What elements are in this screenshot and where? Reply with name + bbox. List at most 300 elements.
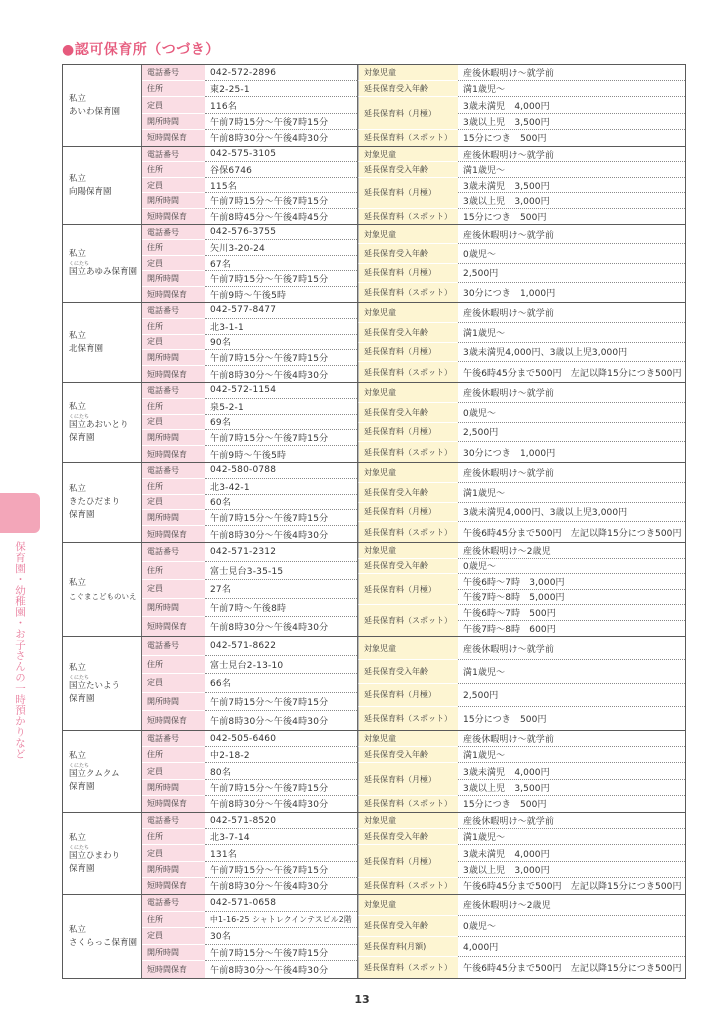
opening-hours-label: 開所時間 xyxy=(142,193,205,208)
opening-hours-value: 午前7時15分〜午後7時15分 xyxy=(205,193,357,208)
extended-care-spot-fee-value: 15分につき 500円 xyxy=(463,134,547,145)
extended-care-monthly-fee-row xyxy=(358,937,685,958)
extended-care-spot-fee-value: 午後6時45分まで500円 左記以降15分につき500円 xyxy=(463,528,682,539)
target-children-values xyxy=(458,65,685,81)
opening-hours-value: 午前7時15分〜午後7時15分 xyxy=(205,510,357,526)
capacity-value: 131名 xyxy=(205,845,357,861)
target-children-row xyxy=(358,813,685,829)
nursery-name-cell xyxy=(63,813,142,894)
capacity-label: 定員 xyxy=(142,415,205,431)
address-value: 東2-25-1 xyxy=(205,81,357,97)
phone-number-label: 電話番号 xyxy=(142,225,205,240)
extended-care-block xyxy=(358,383,685,462)
nursery-entry xyxy=(63,543,685,637)
extended-care-spot-fee-label: 延長保育料（スポット） xyxy=(358,796,458,812)
address-label: 住所 xyxy=(142,562,205,581)
ownership-type: 私立 xyxy=(69,662,87,673)
address-value: 北3-1-1 xyxy=(205,319,357,335)
address-row xyxy=(142,399,357,415)
section-title: ●認可保育所（つづき） xyxy=(62,42,220,58)
capacity-label: 定員 xyxy=(142,763,205,779)
extended-care-monthly-fee-label: 延長保育料（月極） xyxy=(358,845,458,877)
extended-care-monthly-fee-values xyxy=(458,423,685,443)
basic-info-block xyxy=(142,813,358,894)
extended-care-age-row xyxy=(358,559,685,575)
capacity-row xyxy=(142,256,357,271)
short-time-care-hours-row xyxy=(142,878,357,894)
extended-care-age-label: 延長保育受入年齢 xyxy=(358,747,458,763)
target-children-row xyxy=(358,637,685,660)
phone-number-value: 042-575-3105 xyxy=(205,147,357,162)
basic-info-block xyxy=(142,303,358,382)
extended-care-monthly-fee-values xyxy=(458,763,685,795)
extended-care-spot-fee-values xyxy=(458,522,685,542)
opening-hours-row xyxy=(142,271,357,286)
capacity-value: 60名 xyxy=(205,495,357,511)
nursery-name: 国立あおいとり xyxy=(69,419,129,430)
phone-number-value: 042-571-2312 xyxy=(205,543,357,562)
opening-hours-label: 開所時間 xyxy=(142,945,205,962)
opening-hours-value: 午前7時15分〜午後7時15分 xyxy=(205,862,357,878)
extended-care-age-value: 満1歳児〜 xyxy=(463,328,506,339)
extended-care-spot-fee-label: 延長保育料（スポット） xyxy=(358,209,458,224)
target-children-label: 対象児童 xyxy=(358,731,458,747)
extended-care-age-label: 延長保育受入年齢 xyxy=(358,916,458,937)
name-furigana: くにたち xyxy=(69,844,90,851)
capacity-value: 67名 xyxy=(205,256,357,271)
target-children-value: 産後休暇明け〜2歳児 xyxy=(463,901,551,912)
short-time-care-hours-value: 午前8時30分〜午後4時30分 xyxy=(210,882,329,893)
short-time-care-hours-row xyxy=(142,796,357,812)
opening-hours-value: 午前7時15分〜午後7時15分 xyxy=(205,350,357,366)
nursery-name-cell xyxy=(63,303,142,382)
target-children-values xyxy=(458,225,685,244)
name-furigana: くにたち xyxy=(69,413,90,420)
target-children-row xyxy=(358,895,685,916)
extended-care-spot-fee-row xyxy=(358,442,685,462)
phone-number-row xyxy=(142,637,357,656)
target-children-label: 対象児童 xyxy=(358,225,458,244)
extended-care-spot-fee-row xyxy=(358,283,685,302)
extended-care-monthly-fee-row xyxy=(358,763,685,795)
extended-care-age-row xyxy=(358,747,685,763)
extended-care-spot-fee-values xyxy=(458,283,685,302)
extended-care-spot-fee-row xyxy=(358,362,685,382)
target-children-label: 対象児童 xyxy=(358,383,458,403)
target-children-value: 産後休暇明け〜就学前 xyxy=(463,817,555,828)
extended-care-age-label: 延長保育受入年齢 xyxy=(358,483,458,503)
name-furigana: くにたち xyxy=(69,674,90,681)
extended-care-spot-fee-values xyxy=(458,209,685,224)
phone-number-label: 電話番号 xyxy=(142,65,205,81)
short-time-care-hours-label: 短時間保育 xyxy=(142,209,205,224)
ownership-type: 私立 xyxy=(69,924,87,935)
target-children-value: 産後休暇明け〜就学前 xyxy=(463,468,555,479)
extended-care-spot-fee-value: 15分につき 500円 xyxy=(463,212,547,223)
nursery-name: 保育園 xyxy=(69,432,95,443)
extended-care-spot-fee-values xyxy=(458,707,685,730)
phone-number-value: 042-505-6460 xyxy=(205,731,357,747)
nursery-name: 国立ひまわり xyxy=(69,850,121,861)
capacity-row xyxy=(142,415,357,431)
extended-care-age-values xyxy=(458,81,685,97)
extended-care-spot-fee-values xyxy=(458,878,685,894)
short-time-care-hours-label: 短時間保育 xyxy=(142,617,205,636)
nursery-entry xyxy=(63,225,685,303)
nursery-name-cell xyxy=(63,731,142,812)
short-time-care-hours-label: 短時間保育 xyxy=(142,287,205,302)
short-time-care-hours-row xyxy=(142,617,357,636)
nursery-entry xyxy=(63,463,685,543)
address-value: 谷保6746 xyxy=(205,162,357,177)
opening-hours-row xyxy=(142,862,357,878)
capacity-value: 115名 xyxy=(205,178,357,193)
address-row xyxy=(142,562,357,581)
opening-hours-label: 開所時間 xyxy=(142,693,205,712)
extended-care-age-value: 満1歳児〜 xyxy=(463,751,506,762)
phone-number-row xyxy=(142,463,357,479)
short-time-care-hours-label: 短時間保育 xyxy=(142,796,205,812)
extended-care-spot-fee-value: 15分につき 500円 xyxy=(463,800,547,811)
short-time-care-hours-row xyxy=(142,287,357,302)
extended-care-age-value: 0歳児〜 xyxy=(463,249,497,260)
extended-care-monthly-fee-value: 3歳未満児 4,000円 xyxy=(458,845,685,861)
nursery-entry xyxy=(63,813,685,895)
ownership-type: 私立 xyxy=(69,577,87,588)
address-label: 住所 xyxy=(142,240,205,255)
extended-care-spot-fee-value: 30分につき 1,000円 xyxy=(463,448,556,459)
target-children-label: 対象児童 xyxy=(358,463,458,483)
extended-care-monthly-fee-value: 2,500円 xyxy=(463,269,499,280)
opening-hours-row xyxy=(142,599,357,618)
nursery-name-cell xyxy=(63,225,142,302)
extended-care-monthly-fee-row xyxy=(358,503,685,523)
extended-care-spot-fee-values xyxy=(458,362,685,382)
opening-hours-row xyxy=(142,114,357,130)
extended-care-monthly-fee-value: 3歳未満児4,000円、3歳以上児3,000円 xyxy=(463,348,628,359)
target-children-label: 対象児童 xyxy=(358,303,458,323)
nursery-name: 保育園 xyxy=(69,693,95,704)
nursery-name: 国立たいよう xyxy=(69,680,121,691)
extended-care-spot-fee-value: 午後6時〜7時 500円 xyxy=(458,605,685,621)
phone-number-label: 電話番号 xyxy=(142,731,205,747)
opening-hours-row xyxy=(142,350,357,366)
extended-care-spot-fee-value: 15分につき 500円 xyxy=(463,714,547,725)
opening-hours-row xyxy=(142,780,357,796)
capacity-row xyxy=(142,674,357,693)
extended-care-monthly-fee-row xyxy=(358,574,685,605)
short-time-care-hours-label: 短時間保育 xyxy=(142,446,205,462)
target-children-values xyxy=(458,543,685,559)
extended-care-spot-fee-row xyxy=(358,209,685,224)
target-children-values xyxy=(458,147,685,162)
extended-care-monthly-fee-row xyxy=(358,178,685,209)
extended-care-monthly-fee-label: 延長保育料（月極） xyxy=(358,684,458,707)
target-children-value: 産後休暇明け〜就学前 xyxy=(463,388,555,399)
nursery-entry xyxy=(63,383,685,463)
short-time-care-hours-value: 午前8時30分〜午後4時30分 xyxy=(210,800,329,811)
address-value: 矢川3-20-24 xyxy=(205,240,357,255)
extended-care-age-label: 延長保育受入年齢 xyxy=(358,403,458,423)
basic-info-block xyxy=(142,383,358,462)
capacity-label: 定員 xyxy=(142,674,205,693)
capacity-label: 定員 xyxy=(142,580,205,599)
capacity-value: 66名 xyxy=(205,674,357,693)
target-children-label: 対象児童 xyxy=(358,895,458,916)
phone-number-value: 042-577-8477 xyxy=(205,303,357,319)
extended-care-age-values xyxy=(458,323,685,343)
opening-hours-row xyxy=(142,193,357,208)
nursery-name: さくらっこ保育園 xyxy=(69,937,138,948)
nursery-name: 保育園 xyxy=(69,510,95,520)
short-time-care-hours-row xyxy=(142,711,357,730)
opening-hours-value: 午前7時〜午後8時 xyxy=(205,599,357,618)
extended-care-spot-fee-row xyxy=(358,957,685,978)
extended-care-age-values xyxy=(458,916,685,937)
extended-care-spot-fee-value: 午後7時〜8時 600円 xyxy=(463,625,556,635)
target-children-values xyxy=(458,463,685,483)
extended-care-spot-fee-label: 延長保育料（スポット） xyxy=(358,442,458,462)
short-time-care-hours-label: 短時間保育 xyxy=(142,878,205,894)
target-children-values xyxy=(458,813,685,829)
phone-number-row xyxy=(142,65,357,81)
extended-care-block xyxy=(358,637,685,730)
short-time-care-hours-label: 短時間保育 xyxy=(142,366,205,382)
short-time-care-hours-value: 午前8時30分〜午後4時30分 xyxy=(210,966,329,977)
nursery-entry xyxy=(63,895,685,979)
opening-hours-row xyxy=(142,510,357,526)
short-time-care-hours-value: 午前8時30分〜午後4時30分 xyxy=(210,717,329,728)
nursery-entry xyxy=(63,65,685,147)
target-children-values xyxy=(458,303,685,323)
target-children-values xyxy=(458,637,685,660)
opening-hours-label: 開所時間 xyxy=(142,350,205,366)
phone-number-label: 電話番号 xyxy=(142,637,205,656)
extended-care-spot-fee-row xyxy=(358,522,685,542)
extended-care-monthly-fee-value: 3歳以上児 3,500円 xyxy=(463,783,550,794)
address-label: 住所 xyxy=(142,656,205,675)
extended-care-monthly-fee-label: 延長保育料（月極） xyxy=(358,574,458,605)
opening-hours-label: 開所時間 xyxy=(142,114,205,130)
address-value: 中2-18-2 xyxy=(205,747,357,763)
target-children-value: 産後休暇明け〜就学前 xyxy=(463,69,555,80)
extended-care-monthly-fee-value: 4,000円 xyxy=(463,942,499,953)
address-label: 住所 xyxy=(142,162,205,177)
ownership-type: 私立 xyxy=(69,173,87,184)
nursery-name-cell xyxy=(63,147,142,224)
target-children-value: 産後休暇明け〜2歳児 xyxy=(463,546,551,557)
capacity-label: 定員 xyxy=(142,97,205,113)
extended-care-monthly-fee-value: 3歳未満児4,000円、3歳以上児3,000円 xyxy=(463,508,628,519)
target-children-row xyxy=(358,543,685,559)
extended-care-monthly-fee-value: 3歳以上児 3,000円 xyxy=(463,865,550,876)
extended-care-spot-fee-row xyxy=(358,796,685,812)
address-row xyxy=(142,829,357,845)
extended-care-monthly-fee-row xyxy=(358,684,685,707)
capacity-value: 27名 xyxy=(205,580,357,599)
capacity-label: 定員 xyxy=(142,495,205,511)
address-row xyxy=(142,912,357,929)
extended-care-block xyxy=(358,147,685,224)
extended-care-age-row xyxy=(358,660,685,683)
extended-care-age-values xyxy=(458,747,685,763)
basic-info-block xyxy=(142,463,358,542)
target-children-value: 産後休暇明け〜就学前 xyxy=(463,150,555,161)
target-children-value: 産後休暇明け〜就学前 xyxy=(463,230,555,241)
address-row xyxy=(142,479,357,495)
ownership-type: 私立 xyxy=(69,330,87,341)
extended-care-monthly-fee-row xyxy=(358,264,685,283)
extended-care-age-row xyxy=(358,829,685,845)
opening-hours-value: 午前7時15分〜午後7時15分 xyxy=(205,693,357,712)
extended-care-spot-fee-label: 延長保育料（スポット） xyxy=(358,878,458,894)
target-children-label: 対象児童 xyxy=(358,813,458,829)
opening-hours-label: 開所時間 xyxy=(142,430,205,446)
extended-care-age-value: 満1歳児〜 xyxy=(463,833,506,844)
nursery-entry xyxy=(63,147,685,225)
extended-care-monthly-fee-values xyxy=(458,178,685,209)
target-children-row xyxy=(358,303,685,323)
extended-care-spot-fee-value: 午後6時45分まで500円 左記以降15分につき500円 xyxy=(463,882,682,893)
target-children-values xyxy=(458,731,685,747)
capacity-value: 30名 xyxy=(205,928,357,945)
opening-hours-label: 開所時間 xyxy=(142,271,205,286)
extended-care-age-label: 延長保育受入年齢 xyxy=(358,162,458,177)
nursery-name: こぐまこどものいえ xyxy=(69,591,137,601)
extended-care-monthly-fee-values xyxy=(458,845,685,877)
extended-care-monthly-fee-label: 延長保育料（月極） xyxy=(358,264,458,283)
extended-care-monthly-fee-value: 3歳以上児 3,500円 xyxy=(463,117,550,128)
phone-number-row xyxy=(142,813,357,829)
address-label: 住所 xyxy=(142,829,205,845)
extended-care-block xyxy=(358,225,685,302)
address-value: 富士見台3-35-15 xyxy=(205,562,357,581)
nursery-name: 保育園 xyxy=(69,781,95,792)
target-children-row xyxy=(358,383,685,403)
extended-care-block xyxy=(358,303,685,382)
nursery-entry xyxy=(63,637,685,731)
short-time-care-hours-row xyxy=(142,130,357,146)
ownership-type: 私立 xyxy=(69,401,87,412)
short-time-care-hours-label: 短時間保育 xyxy=(142,130,205,146)
page-number: 13 xyxy=(354,993,370,1006)
extended-care-monthly-fee-value: 3歳未満児 3,500円 xyxy=(458,178,685,193)
extended-care-block xyxy=(358,895,685,978)
capacity-value: 116名 xyxy=(205,97,357,113)
address-row xyxy=(142,81,357,97)
nursery-name-cell xyxy=(63,543,142,636)
opening-hours-label: 開所時間 xyxy=(142,862,205,878)
name-furigana: くにたち xyxy=(69,261,90,267)
extended-care-age-values xyxy=(458,483,685,503)
short-time-care-hours-value: 午前8時30分〜午後4時30分 xyxy=(210,134,329,145)
opening-hours-label: 開所時間 xyxy=(142,599,205,618)
extended-care-spot-fee-label: 延長保育料（スポット） xyxy=(358,605,458,636)
extended-care-monthly-fee-label: 延長保育料（月極） xyxy=(358,423,458,443)
opening-hours-value: 午前7時15分〜午後7時15分 xyxy=(205,114,357,130)
capacity-row xyxy=(142,845,357,861)
extended-care-age-value: 満1歳児〜 xyxy=(463,667,506,678)
extended-care-spot-fee-value: 30分につき 1,000円 xyxy=(463,288,556,299)
capacity-value: 90名 xyxy=(205,335,357,351)
extended-care-age-row xyxy=(358,403,685,423)
capacity-row xyxy=(142,335,357,351)
phone-number-label: 電話番号 xyxy=(142,543,205,562)
phone-number-row xyxy=(142,543,357,562)
short-time-care-hours-value: 午前8時30分〜午後4時30分 xyxy=(210,623,329,634)
extended-care-spot-fee-values xyxy=(458,957,685,978)
target-children-row xyxy=(358,463,685,483)
opening-hours-row xyxy=(142,430,357,446)
capacity-label: 定員 xyxy=(142,928,205,945)
address-value: 泉5-2-1 xyxy=(205,399,357,415)
nursery-entry xyxy=(63,731,685,813)
ownership-type: 私立 xyxy=(69,93,87,104)
extended-care-age-label: 延長保育受入年齢 xyxy=(358,244,458,263)
capacity-value: 69名 xyxy=(205,415,357,431)
nursery-name: あいわ保育園 xyxy=(69,106,121,117)
opening-hours-value: 午前7時15分〜午後7時15分 xyxy=(205,271,357,286)
extended-care-age-label: 延長保育受入年齢 xyxy=(358,660,458,683)
extended-care-age-value: 満1歳児〜 xyxy=(463,85,506,96)
target-children-label: 対象児童 xyxy=(358,65,458,81)
nursery-name-cell xyxy=(63,463,142,542)
extended-care-monthly-fee-label: 延長保育料（月極） xyxy=(358,763,458,795)
target-children-values xyxy=(458,895,685,916)
basic-info-block xyxy=(142,543,358,636)
target-children-values xyxy=(458,383,685,403)
extended-care-monthly-fee-values xyxy=(458,937,685,958)
target-children-row xyxy=(358,731,685,747)
phone-number-value: 042-576-3755 xyxy=(205,225,357,240)
short-time-care-hours-value: 午前8時45分〜午後4時45分 xyxy=(210,212,329,223)
extended-care-monthly-fee-values xyxy=(458,503,685,523)
address-row xyxy=(142,656,357,675)
extended-care-age-value: 満1歳児〜 xyxy=(463,166,506,177)
capacity-label: 定員 xyxy=(142,845,205,861)
phone-number-value: 042-572-2896 xyxy=(205,65,357,81)
side-tab-caption: 保育園・幼稚園・お子さんの一時預かりなど xyxy=(14,541,26,759)
nursery-name-cell xyxy=(63,65,142,146)
extended-care-monthly-fee-value: 2,500円 xyxy=(463,428,499,439)
extended-care-spot-fee-label: 延長保育料（スポット） xyxy=(358,283,458,302)
extended-care-spot-fee-row xyxy=(358,878,685,894)
extended-care-spot-fee-label: 延長保育料（スポット） xyxy=(358,957,458,978)
address-value: 富士見台2-13-10 xyxy=(205,656,357,675)
short-time-care-hours-row xyxy=(142,961,357,978)
target-children-label: 対象児童 xyxy=(358,637,458,660)
phone-number-label: 電話番号 xyxy=(142,895,205,912)
opening-hours-row xyxy=(142,945,357,962)
extended-care-monthly-fee-values xyxy=(458,264,685,283)
extended-care-monthly-fee-row xyxy=(358,343,685,363)
phone-number-label: 電話番号 xyxy=(142,383,205,399)
extended-care-spot-fee-value: 午後6時45分まで500円 左記以降15分につき500円 xyxy=(463,964,682,975)
name-furigana: くにたち xyxy=(69,762,90,769)
short-time-care-hours-row xyxy=(142,209,357,224)
ownership-type: 私立 xyxy=(69,484,87,494)
address-row xyxy=(142,319,357,335)
capacity-row xyxy=(142,495,357,511)
extended-care-monthly-fee-values xyxy=(458,97,685,129)
extended-care-monthly-fee-label: 延長保育料（月極） xyxy=(358,178,458,209)
extended-care-age-value: 0歳児〜 xyxy=(463,562,497,573)
short-time-care-hours-row xyxy=(142,526,357,542)
address-label: 住所 xyxy=(142,747,205,763)
target-children-label: 対象児童 xyxy=(358,543,458,559)
address-value: 中1-16-25 シャトレクインテスビル2階 xyxy=(205,912,357,929)
opening-hours-row xyxy=(142,693,357,712)
